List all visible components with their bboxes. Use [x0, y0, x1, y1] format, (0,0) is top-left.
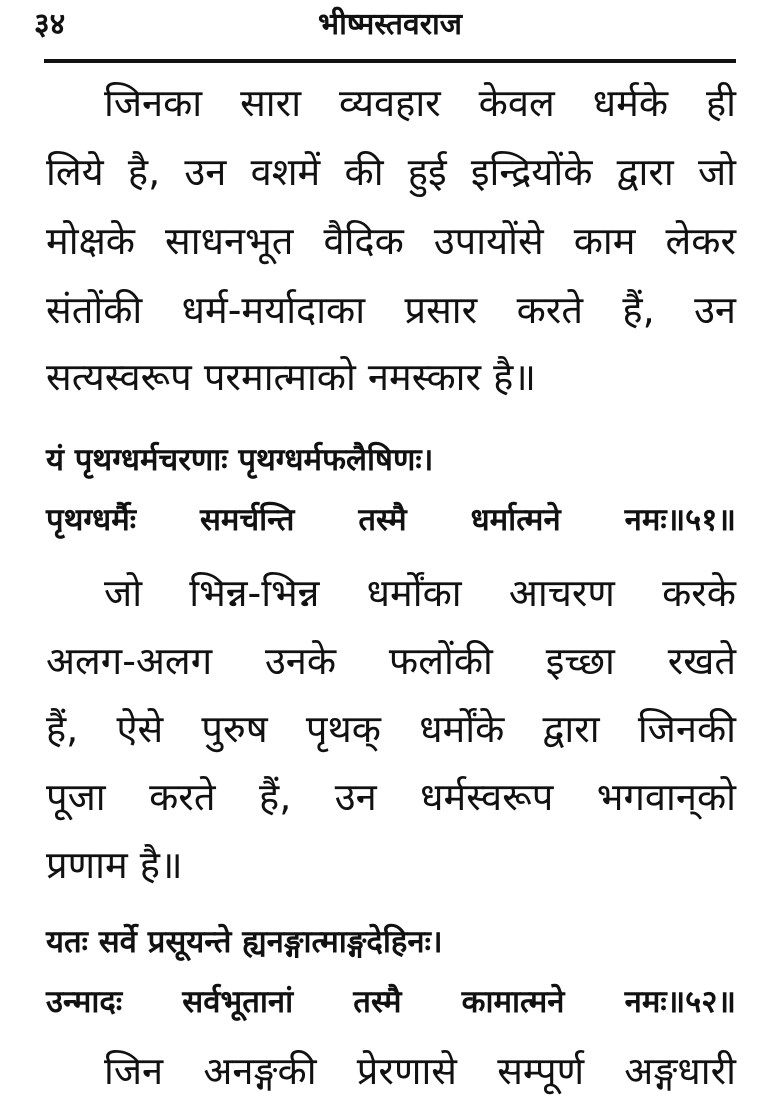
paragraph-line: अलग-अलग उनके फलोंकी इच्छा रखते	[46, 639, 736, 683]
paragraph-line: पूजा करते हैं, उन धर्मस्वरूप भगवान्‌को	[46, 775, 736, 819]
paragraph-line: हैं, ऐसे पुरुष पृथक् धर्मोंके द्वारा जिनकी	[46, 707, 736, 751]
page-number: ३४	[34, 7, 66, 42]
paragraph-line: जिनका सारा व्यवहार केवल धर्मके ही	[104, 81, 736, 125]
header-rule	[44, 59, 736, 63]
verse-line: उन्मादः सर्वभूतानां तस्मै कामात्मने नमः॥५२॥	[46, 984, 736, 1020]
verse-line: पृथग्धर्मैः समर्चन्ति तस्मै धर्मात्मने नमः॥५१॥	[46, 502, 736, 538]
paragraph-line: मोक्षके साधनभूत वैदिक उपायोंसे काम लेकर	[46, 219, 736, 263]
running-title: भीष्मस्तवराज	[317, 7, 463, 42]
paragraph-line: सत्यस्वरूप परमात्माको नमस्कार है॥	[46, 355, 537, 399]
paragraph-line: लिये है, उन वशमें की हुई इन्द्रियोंके द्वारा जो	[46, 150, 736, 194]
verse-line: यं पृथग्धर्मचरणाः पृथग्धर्मफलैषिणः।	[46, 442, 434, 478]
paragraph-line: प्रणाम है॥	[46, 843, 183, 887]
paragraph-line: जिन अनङ्गकी प्रेरणासे सम्पूर्ण अङ्गधारी	[104, 1049, 736, 1093]
verse-line: यतः सर्वे प्रसूयन्ते ह्यनङ्गात्माङ्गदेहिनः।	[46, 924, 443, 960]
paragraph-line: संतोंकी धर्म-मर्यादाका प्रसार करते हैं, उन	[46, 288, 736, 332]
paragraph-line: जो भिन्न-भिन्न धर्मोंका आचरण करके	[104, 571, 736, 615]
